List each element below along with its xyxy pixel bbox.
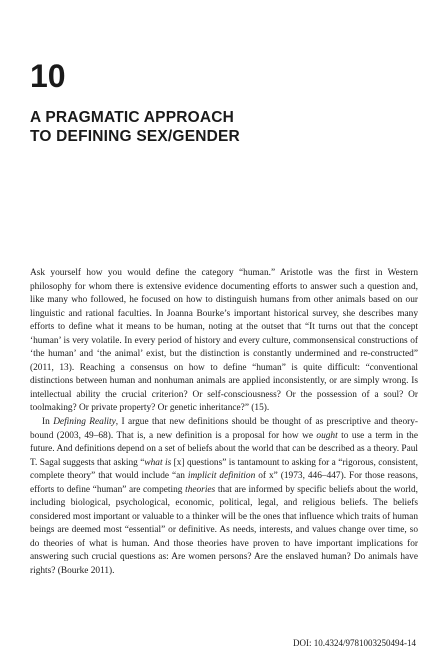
body-text xyxy=(30,267,418,579)
chapter-title-line-2: TO DEFINING SEX/GENDER xyxy=(30,128,240,145)
paragraph-1 xyxy=(30,267,418,416)
chapter-number: 10 xyxy=(30,58,66,94)
text-run: Ask yourself how you would define the category “human.” Aristotle was the first in Western philosophy for whom there is extensive evidence documenting efforts to answer such a question and, like many who followed, he focused on how to distinguish humans from other animals based on our linguistic and rational faculties. In Joanna Bourke’s important historical survey, she describes many efforts to define what it means to be human, noting at the outset that “It turns out that the concept ‘human’ is very volatile. In every period of history and every culture, commonsensical constructions of ‘the human’ and ‘the animal’ exist, but the distinction is constantly undermined and re-constructed” (2011, 13). Reaching a consensus on how to define “human” is quite difficult: “conventional distinctions between human and nonhuman animals are applied inconsistently, or are simply wrong. Is intellectual ability the crucial criterion? Or self-consciousness? Or the possession of a soul? Or toolmaking? Or private property? Or genetic inheritance?” (15). xyxy=(30,268,418,414)
chapter-title xyxy=(30,108,410,146)
italic-phrase: ought xyxy=(316,430,338,441)
text-run: of x” (1973, 446–447). For those reasons, efforts to define “human” are competing xyxy=(30,471,418,495)
text-run: In xyxy=(42,417,54,428)
text-run: to use a term in the future. And definitions depend on a set of beliefs about the world that can be described as a theory. Paul T. Sagal suggests that asking “ xyxy=(30,430,418,468)
chapter-title-line-1: A PRAGMATIC APPROACH xyxy=(30,109,235,126)
italic-phrase: Defining Reality xyxy=(53,417,116,428)
text-run: that are informed by specific beliefs about the world, including biological, psychological, economic, political, legal, and religious beliefs. The beliefs considered most important or valuable to a thinker will be the ones that influence which traits of human beings are deemed most “essential” or definitive. As needs, interests, and values change over time, so do theories of what is human. And those theories have proven to have important implications for answering such crucial questions as: Are women persons? Are the enslaved human? Do animals have rights? (Bourke 2011). xyxy=(30,484,418,577)
italic-phrase: theories xyxy=(185,484,216,495)
doi-footer: DOI: 10.4324/9781003250494-14 xyxy=(293,638,416,648)
italic-phrase: what is xyxy=(144,457,172,468)
text-run: [x] questions” is tantamount to asking for a “rigorous, consistent, complete theory” that would include “an xyxy=(30,457,418,482)
paragraph-2 xyxy=(30,416,418,579)
text-run: , I argue that new definitions should be thought of as prescriptive and theory-bound (2003, 49–68). That is, a new definition is a proposal for how we xyxy=(30,417,419,441)
italic-phrase: implicit definition xyxy=(187,471,256,482)
